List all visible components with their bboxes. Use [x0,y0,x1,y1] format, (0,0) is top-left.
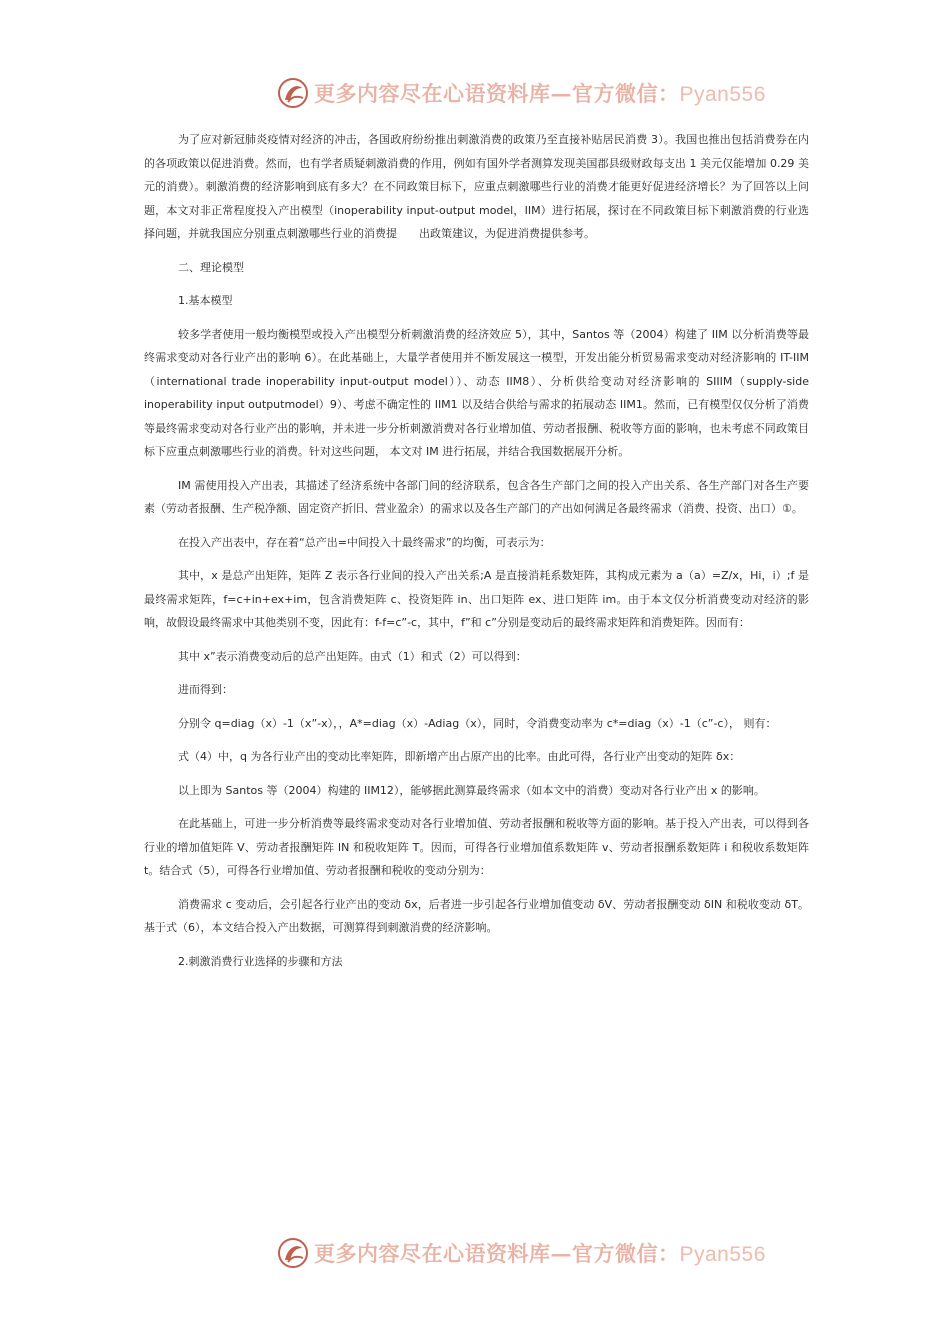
paragraph: 其中，x 是总产出矩阵，矩阵 Z 表示各行业间的投入产出关系;A 是直接消耗系数矩阵，其构成元素为 a（a）=Z/x，Hi，i）;f 是最终需求矩阵，f=c+in+ex+im，包含消费矩阵 c、投资矩阵 in、出口矩阵 ex、进口矩阵 im。由于本文仅分析消费变动对经济的影响，故假设最终需求中其他类别不变，因此有：f-f=c”-c，其中，f”和 c”分别是变动后的最终需求矩阵和消费矩阵。因而有： [144,569,809,629]
subsection-heading: 1.基本模型 [178,294,233,307]
article-body [144,128,809,983]
paragraph: 其中 x”表示消费变动后的总产出矩阵。由式（1）和式（2）可以得到： [178,649,527,663]
banner-text: 更多内容尽在心语资料库—官方微信：Pyan556 [314,81,766,106]
paragraph: 以上即为 Santos 等（2004）构建的 IIM12），能够据此测算最终需求（如本文中的消费）变动对各行业产出 x 的影响。 [178,783,765,797]
logo-icon [276,1236,310,1270]
paragraph: 消费需求 c 变动后，会引起各行业产出的变动 δx，后者进一步引起各行业增加值变动 δV、劳动者报酬变动 δIN 和税收变动 δT。基于式（6），本文结合投入产出数据，可测算得到刺激消费的经济影响。 [144,897,809,934]
banner-text: 更多内容尽在心语资料库—官方微信：Pyan556 [314,1241,766,1266]
header-banner [276,73,776,113]
wechat-id: Pyan556 [679,83,766,106]
paragraph: 式（4）中，q 为各行业产出的变动比率矩阵，即新增产出占原产出的比率。由此可得，各行业产出变动的矩阵 δx： [178,750,741,763]
logo-icon [276,76,310,110]
paragraph: 在投入产出表中，存在着“总产出=中间投入十最终需求”的均衡，可表示为： [178,535,551,549]
paragraph: 进而得到： [178,683,233,696]
section-heading: 二、理论模型 [178,260,244,274]
paragraph: 分别令 q=diag（x）-1（x”-x），，A*=diag（x）-Adiag（x），同时，令消费变动率为 c*=diag（x）-1（c”-c）， 则有： [178,716,777,730]
paragraph: 较多学者使用一般均衡模型或投入产出模型分析刺激消费的经济效应 5），其中，Santos 等（2004）构建了 IIM 以分析消费等最终需求变动对各行业产出的影响 6）。在此基础上，大量学者使用并不断发展这一模型，开发出能分析贸易需求变动对经济影响的 IT-IIM（international trade inoperability input-output model））、动态 IIM8）、分析供给变动对经济影响的 SIIIM（supply-side inoperability input outputmodel）9）、考虑不确定性的 IIM1 以及结合供给与需求的拓展动态 IIM1。然而，已有模型仅仅分析了消费等最终需求变动对各行业产出的影响，并未进一步分析刺激消费对各行业增加值、劳动者报酬、税收等方面的影响，也未考虑不同政策目标下应重点刺激哪些行业的消费。针对这些问题， 本文对 IM 进行拓展，并结合我国数据展开分析。 [144,327,809,458]
subsection-heading: 2.刺激消费行业选择的步骤和方法 [178,954,343,968]
paragraph: IM 需使用投入产出表，其描述了经济系统中各部门间的经济联系，包含各生产部门之间的投入产出关系、各生产部门对各生产要素（劳动者报酬、生产税净额、固定资产折旧、营业盈余）的需求以及各生产部门的产出如何满足各最终需求（消费、投资、出口）①。 [144,478,809,515]
paragraph: 在此基础上，可进一步分析消费等最终需求变动对各行业增加值、劳动者报酬和税收等方面的影响。基于投入产出表，可以得到各行业的增加值矩阵 V、劳动者报酬矩阵 IN 和税收矩阵 T。因而，可得各行业增加值系数矩阵 v、劳动者报酬系数矩阵 i 和税收系数矩阵 t。结合式（5），可得各行业增加值、劳动者报酬和税收的变动分别为： [144,817,809,877]
footer-banner [276,1233,776,1273]
wechat-id: Pyan556 [679,1243,766,1266]
paragraph: 为了应对新冠肺炎疫情对经济的冲击，各国政府纷纷推出刺激消费的政策乃至直接补贴居民消费 3）。我国也推出包括消费券在内的各项政策以促进消费。然而，也有学者质疑刺激消费的作用，例如有国外学者测算发现美国郡县级财政每支出 1 美元仅能增加 0.29 美元的消费）。刺激消费的经济影响到底有多大？在不同政策目标下，应重点刺激哪些行业的消费才能更好促进经济增长？为了回答以上问题，本文对非正常程度投入产出模型（inoperability input-output model，IIM）进行拓展，探讨在不同政策目标下刺激消费的行业选择问题，并就我国应分别重点刺激哪些行业的消费提 出政策建议，为促进消费提供参考。 [144,133,809,240]
